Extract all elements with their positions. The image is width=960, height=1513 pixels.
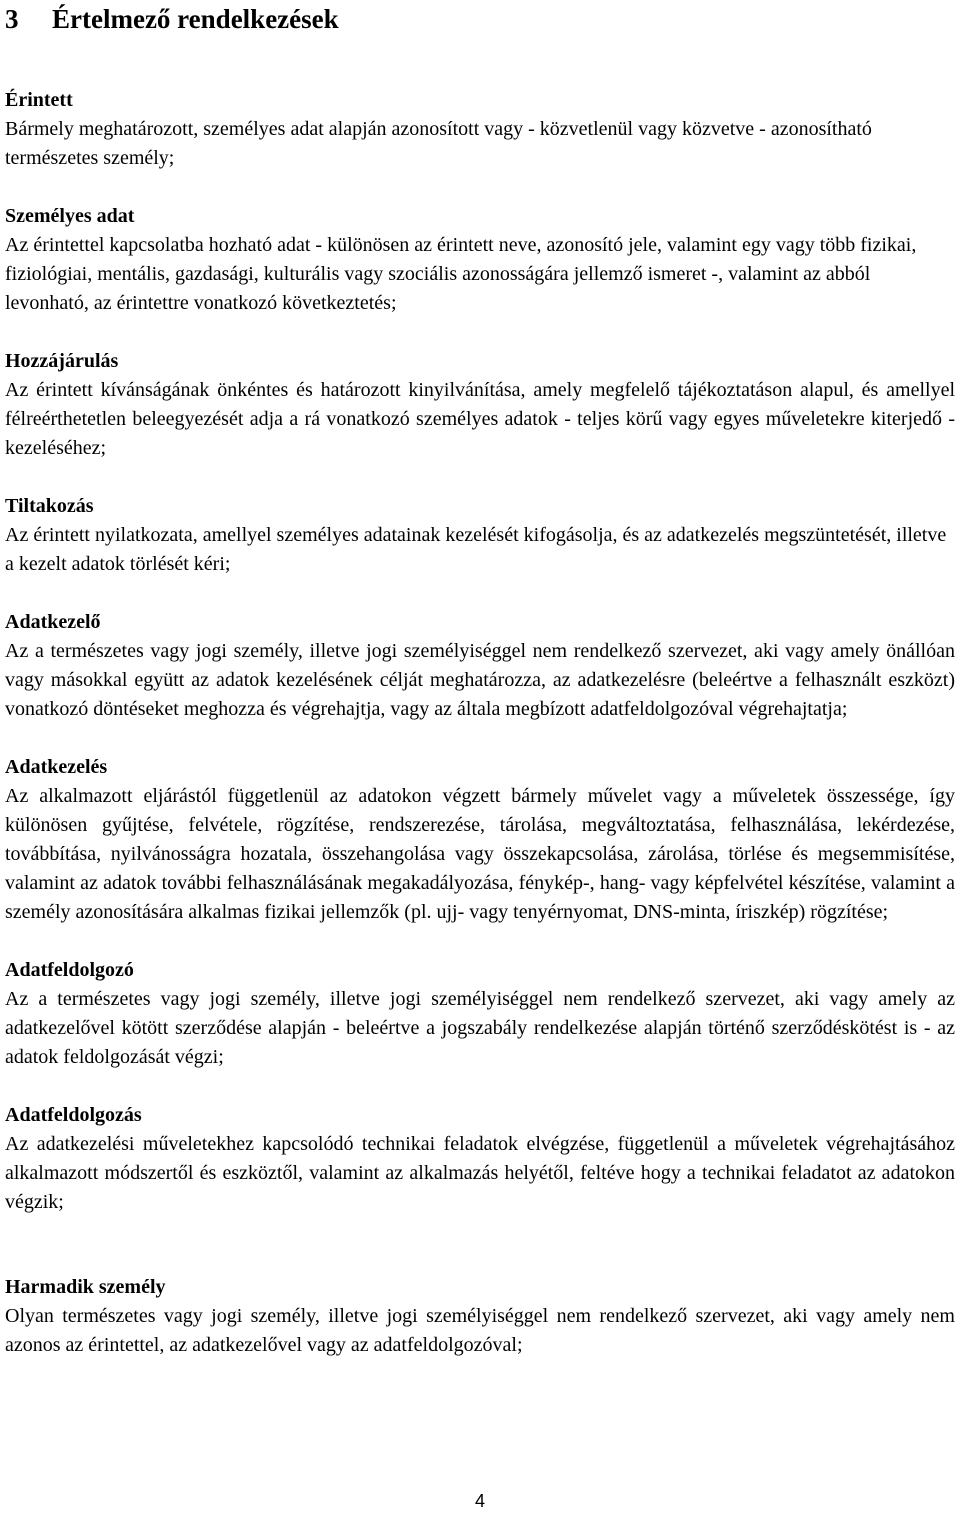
term-adatkezelo — [5, 608, 955, 724]
term-heading: Adatfeldolgozás — [5, 1104, 142, 1126]
definition-list — [5, 86, 955, 1360]
term-erintett — [5, 86, 955, 173]
term-hozzajarulas — [5, 347, 955, 463]
term-definition: Olyan természetes vagy jogi személy, illetve jogi személyiséggel nem rendelkező szervezet, aki vagy amely nem azonos az érintettel, az adatkezelővel vagy az adatfeldolgozóval; — [5, 1305, 955, 1356]
term-heading: Adatfeldolgozó — [5, 959, 134, 981]
term-definition: Az a természetes vagy jogi személy, illetve jogi személyiséggel nem rendelkező szervezet, aki vagy amely önállóan vagy másokkal együtt az adatok kezelésének célját meghatározza, az adatkezelésre (beleértve a felhasznált eszközt) vonatkozó döntéseket meghozza és végrehajtja, vagy az általa megbízott adatfeldolgozóval végrehajtatja; — [5, 640, 955, 720]
term-definition: Bármely meghatározott, személyes adat alapján azonosított vagy - közvetlenül vagy közvetve - azonosítható természetes személy; — [5, 118, 872, 169]
term-szemelyes-adat — [5, 202, 955, 318]
chapter-title — [5, 2, 955, 36]
term-heading: Adatkezelő — [5, 611, 101, 633]
term-heading: Személyes adat — [5, 205, 135, 227]
chapter-title-text: Értelmező rendelkezések — [52, 4, 339, 34]
term-heading: Harmadik személy — [5, 1276, 166, 1298]
term-heading: Érintett — [5, 89, 73, 111]
term-definition: Az a természetes vagy jogi személy, illetve jogi személyiséggel nem rendelkező szervezet, aki vagy amely az adatkezelővel kötött szerződése alapján - beleértve a jogszabály rendelkezése alapján történő szerződéskötést is - az adatok feldolgozását végzi; — [5, 988, 955, 1068]
term-heading: Hozzájárulás — [5, 350, 119, 372]
term-heading: Adatkezelés — [5, 756, 108, 778]
term-adatfeldolgozo — [5, 956, 955, 1072]
term-heading: Tiltakozás — [5, 495, 94, 517]
term-definition: Az érintett kívánságának önkéntes és határozott kinyilvánítása, amely megfelelő tájékoztatáson alapul, és amellyel félreérthetetlen beleegyezését adja a rá vonatkozó személyes adatok - teljes körű vagy egyes műveletekre kiterjedő - kezeléséhez; — [5, 379, 955, 459]
term-tiltakozas — [5, 492, 955, 579]
term-harmadik-szemely — [5, 1273, 955, 1360]
chapter-number: 3 — [5, 4, 19, 34]
term-definition: Az adatkezelési műveletekhez kapcsolódó technikai feladatok elvégzése, függetlenül a műveletek végrehajtásához alkalmazott módszertől és eszköztől, valamint az alkalmazás helyétől, feltéve hogy a technikai feladatot az adatokon végzik; — [5, 1133, 955, 1213]
term-definition: Az alkalmazott eljárástól függetlenül az adatokon végzett bármely művelet vagy a műveletek összessége, így különösen gyűjtése, felvétele, rögzítése, rendszerezése, tárolása, megváltoztatása, felhasználása, lekérdezése, továbbítása, nyilvánosságra hozatala, összehangolása vagy összekapcsolása, zárolása, törlése és megsemmisítése, valamint az adatok további felhasználásának megakadályozása, fénykép-, hang- vagy képfelvétel készítése, valamint a személy azonosítására alkalmas fizikai jellemzők (pl. ujj- vagy tenyérnyomat, DNS-minta, íriszkép) rögzítése; — [5, 785, 955, 923]
term-definition: Az érintettel kapcsolatba hozható adat - különösen az érintett neve, azonosító jele, valamint egy vagy több fizikai, fiziológiai, mentális, gazdasági, kulturális vagy szociális azonosságára jellemző ismeret -, valamint az abból levonható, az érintettre vonatkozó következtetés; — [5, 234, 917, 314]
term-definition: Az érintett nyilatkozata, amellyel személyes adatainak kezelését kifogásolja, és az adatkezelés megszüntetését, illetve a kezelt adatok törlését kéri; — [5, 524, 947, 575]
term-adatfeldolgozas — [5, 1101, 955, 1217]
page-number: 4 — [474, 1491, 485, 1511]
document-page — [5, 0, 955, 1389]
term-adatkezeles — [5, 753, 955, 927]
